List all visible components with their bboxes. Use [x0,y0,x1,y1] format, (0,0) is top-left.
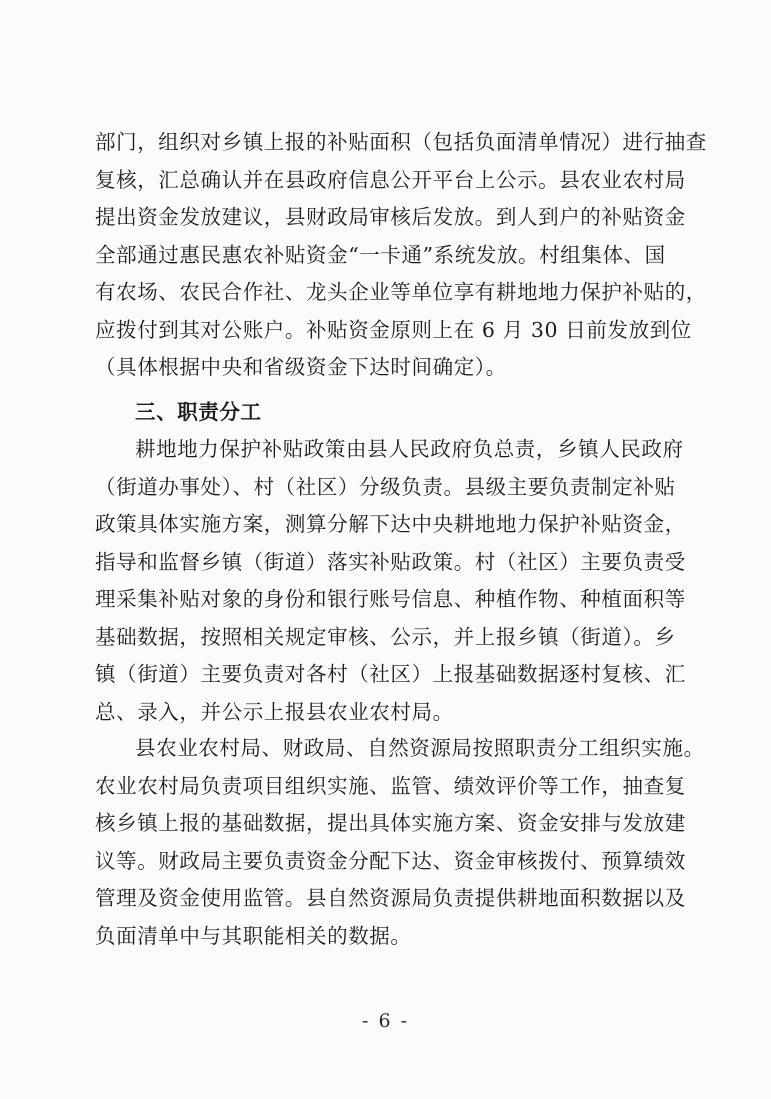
text-line: 耕地地力保护补贴政策由县人民政府负总责，乡镇人民政府 [135,437,684,461]
text-line: 基础数据，按照相关规定审核、公示，并上报乡镇（街道）。乡 [95,624,676,649]
text-line: 总、录入，并公示上报县农业农村局。 [95,699,454,724]
text-line: 指导和监督乡镇（街道）落实补贴政策。村（社区）主要负责受 [95,549,686,574]
paragraph-responsibilities [95,431,695,731]
text-line: 复核，汇总确认并在县政府信息公开平台上公示。县农业农村局 [95,167,686,192]
section-title: 三、职责分工 [135,400,262,424]
text-line: 负面清单中与其职能相关的数据。 [95,923,412,948]
section-heading [95,394,695,432]
text-line: 部门，组织对乡镇上报的补贴面积（包括负面清单情况）进行抽查 [95,130,707,154]
text-line: 县农业农村局、财政局、自然资源局按照职责分工组织实施。 [135,736,705,760]
text-line: 提出资金发放建议，县财政局审核后发放。到人到户的补贴资金 [95,205,686,229]
text-line: 有农场、农民合作社、龙头企业等单位享有耕地地力保护补贴的， [95,280,707,304]
text-line: （街道办事处）、村（社区）分级负责。县级主要负责制定补贴 [95,474,676,499]
text-line: 全部通过惠民惠农补贴资金“一卡通”系统发放。村组集体、国 [95,242,666,267]
text-line: 农业农村局负责项目组织实施、监管、绩效评价等工作，抽查复 [95,773,686,798]
text-line: 镇（街道）主要负责对各村（社区）上报基础数据逐村复核、汇 [95,662,686,686]
page-number: - 6 - [361,1010,409,1032]
text-line: 理采集补贴对象的身份和银行账号信息、种植作物、种植面积等 [95,587,686,611]
text-line: 应拨付到其对公账户。补贴资金原则上在 6 月 30 日前发放到位 [95,317,692,342]
paragraph-funding-disbursement [95,124,707,387]
text-line: 议等。财政局主要负责资金分配下达、资金审核拨付、预算绩效 [95,848,686,873]
text-line: （具体根据中央和省级资金下达时间确定）。 [95,355,507,379]
text-line: 管理及资金使用监管。县自然资源局负责提供耕地面积数据以及 [95,886,686,910]
text-line: 核乡镇上报的基础数据，提出具体实施方案、资金安排与发放建 [95,811,686,835]
text-line: 政策具体实施方案，测算分解下达中央耕地地力保护补贴资金， [95,512,686,536]
paragraph-department-duties [95,730,705,955]
